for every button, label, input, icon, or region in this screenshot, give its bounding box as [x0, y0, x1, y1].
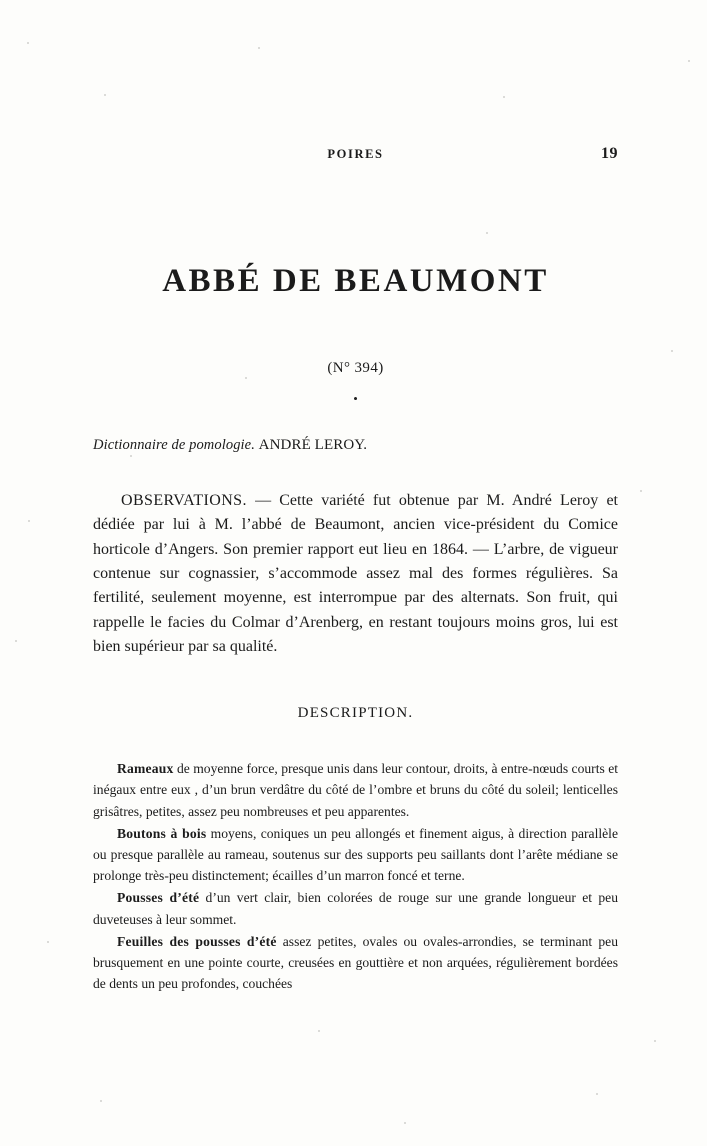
observations-paragraph [93, 489, 618, 659]
scan-speck [15, 640, 17, 642]
ornament-separator: • [353, 391, 358, 406]
scan-speck [671, 350, 673, 352]
scan-speck [28, 520, 30, 522]
description-block [93, 758, 618, 994]
scan-speck [654, 1040, 656, 1042]
description-entry [93, 931, 618, 995]
description-entry-lead: Rameaux [117, 761, 174, 777]
description-entry [93, 823, 618, 887]
description-entry [93, 887, 618, 929]
scan-speck [47, 941, 49, 943]
description-entry-lead: Feuilles des pousses d’été [117, 933, 277, 949]
scan-speck [100, 1100, 102, 1102]
scan-speck [404, 1122, 406, 1124]
variety-number: (N° 394) [327, 360, 384, 376]
observations-block [93, 489, 618, 659]
observations-lead: OBSERVATIONS. [121, 492, 247, 509]
page-content [93, 0, 618, 994]
description-entry-text: assez petites, ovales ou ovales-arrondies, se terminant peu brusquement en une pointe courte, creusées en gouttière et non arquées, régulièrement bordées de dents un peu profondes, couchées [93, 933, 618, 992]
running-head [93, 147, 618, 167]
description-entry-text: d’un vert clair, bien colorées de rouge sur une grande longueur et peu duveteuses à leur sommet. [93, 890, 618, 927]
description-entry-text: de moyenne force, presque unis dans leur contour, droits, à entre-nœuds courts et inégaux entre eux , d’un brun verdâtre du côté de l’ombre et bruns du côté du soleil; lenticelles grisâtres, petites, assez peu nombreuses et peu apparentes. [93, 761, 618, 819]
page-title: ABBÉ DE BEAUMONT [162, 263, 549, 299]
observations-text: — Cette variété fut obtenue par M. André Leroy et dédiée par lui à M. l’abbé de Beaumont, ancien vice-président du Comice horticole d’Angers. Son premier rapport eut lieu en 1864. — L’arbre, de vigueur contenue sur cognassier, s’accommode assez mal des formes régulières. Sa fertilité, seulement moyenne, est interrompue par des alternats. Son fruit, qui rappelle le facies du Colmar d’Arenberg, en restant toujours moins gros, lui est bien supérieur par sa qualité. [93, 492, 618, 655]
description-entry-text: moyens, coniques un peu allongés et finement aigus, à direction parallèle ou presque parallèle au rameau, soutenus sur des supports peu saillants dont l’arête médiane se prolonge très-peu distinctement; écailles d’un marron foncé et terne. [93, 825, 618, 884]
description-entry [93, 758, 618, 822]
running-head-section: POIRES [327, 147, 384, 161]
scan-speck [318, 1030, 320, 1032]
source-citation [93, 437, 618, 454]
scan-speck [640, 490, 642, 492]
description-entry-lead: Pousses d’été [117, 890, 200, 906]
scan-speck [27, 42, 29, 44]
description-heading: DESCRIPTION. [297, 705, 414, 722]
page-number: 19 [601, 145, 618, 162]
source-author: ANDRÉ LEROY. [258, 437, 368, 453]
source-work: Dictionnaire de pomologie. [93, 437, 255, 453]
description-entry-lead: Boutons à bois [117, 825, 207, 841]
scan-speck [688, 60, 690, 62]
scan-speck [596, 1093, 598, 1095]
